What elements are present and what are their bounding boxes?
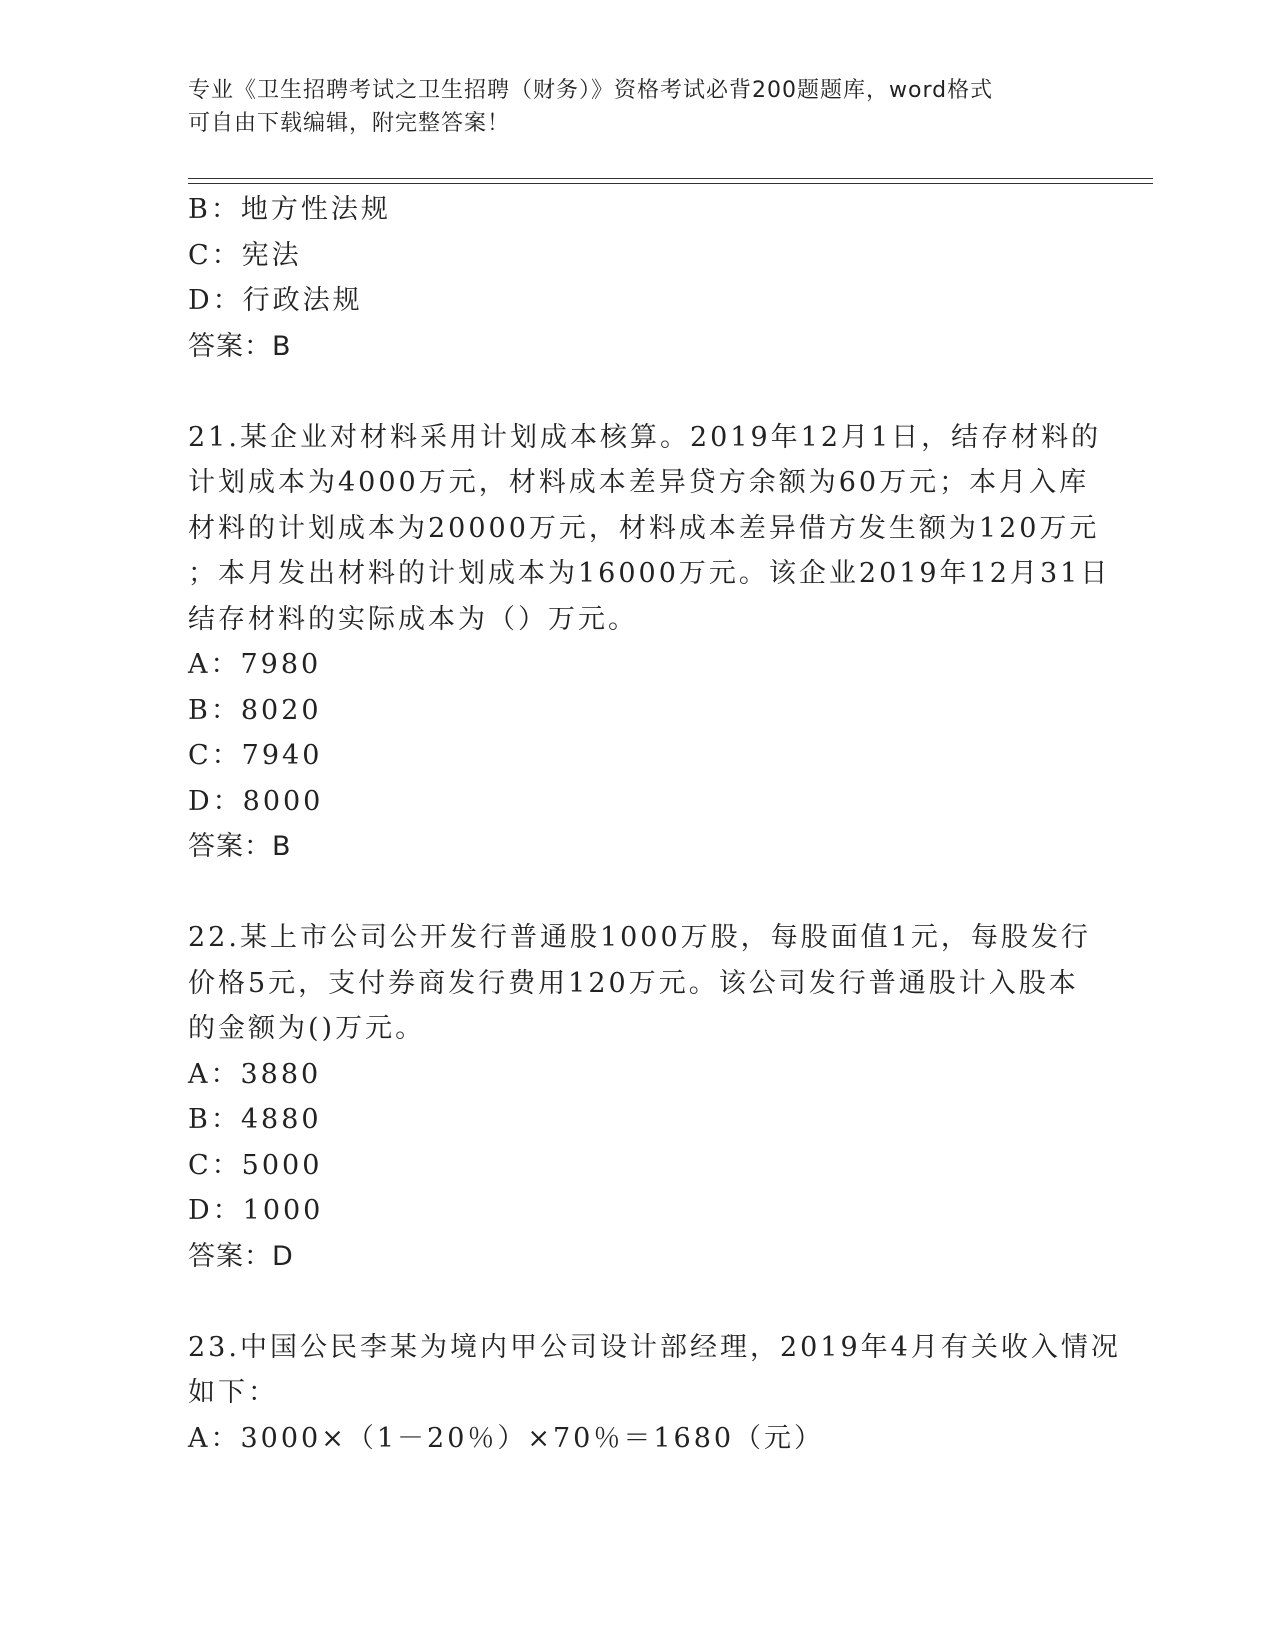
question-block-previous (188, 187, 1088, 369)
option-d: D：8000 (188, 785, 324, 817)
question-text-line: 结存材料的实际成本为（）万元。 (188, 603, 638, 635)
header-rule-top (188, 178, 1153, 179)
question-text-line: 22.某上市公司公开发行普通股1000万股，每股面值1元，每股发行 (188, 922, 1091, 953)
option-c: C：5000 (188, 1149, 323, 1181)
question-text-line: 价格5元，支付券商发行费用120万元。该公司发行普通股计入股本 (188, 967, 1079, 999)
option-a: A：7980 (188, 649, 322, 680)
option-c: C：7940 (188, 740, 323, 771)
header-line-1: 专业《卫生招聘考试之卫生招聘（财务）》资格考试必背200题题库，word格式 (188, 78, 994, 103)
question-text-line: 21.某企业对材料采用计划成本核算。2019年12月1日，结存材料的 (188, 421, 1102, 453)
question-text-line: 材料的计划成本为20000万元，材料成本差异借方发生额为120万元 (188, 512, 1100, 544)
header-line-2: 可自由下载编辑，附完整答案！ (188, 111, 511, 136)
answer: 答案：D (188, 1240, 294, 1272)
question-block-22 (188, 915, 1091, 1279)
option-b: B：地方性法规 (188, 194, 391, 225)
header-rule-bottom (188, 183, 1153, 184)
document-header (188, 74, 1068, 140)
option-d: D：行政法规 (188, 285, 363, 316)
answer: 答案：B (188, 831, 292, 862)
option-a: A：3880 (188, 1058, 322, 1090)
option-c: C：宪法 (188, 239, 302, 271)
question-text-line: 23.中国公民李某为境内甲公司设计部经理，2019年4月有关收入情况 (188, 1331, 1121, 1363)
option-b: B：8020 (188, 694, 322, 726)
option-a: A：3000×（1－20％）×70％＝1680（元） (188, 1422, 825, 1454)
option-d: D：1000 (188, 1195, 324, 1226)
question-text-line: 计划成本为4000万元，材料成本差异贷方余额为60万元；本月入库 (188, 467, 1090, 498)
question-text-line: ；本月发出材料的计划成本为16000万元。该企业2019年12月31日 (188, 558, 1111, 589)
question-block-21 (188, 415, 1111, 870)
question-text-line: 如下： (188, 1377, 278, 1408)
answer: 答案：B (188, 330, 292, 362)
question-list (188, 187, 1121, 1461)
question-block-23 (188, 1325, 1121, 1462)
option-b: B：4880 (188, 1104, 322, 1135)
question-text-line: 的金额为()万元。 (188, 1013, 426, 1044)
